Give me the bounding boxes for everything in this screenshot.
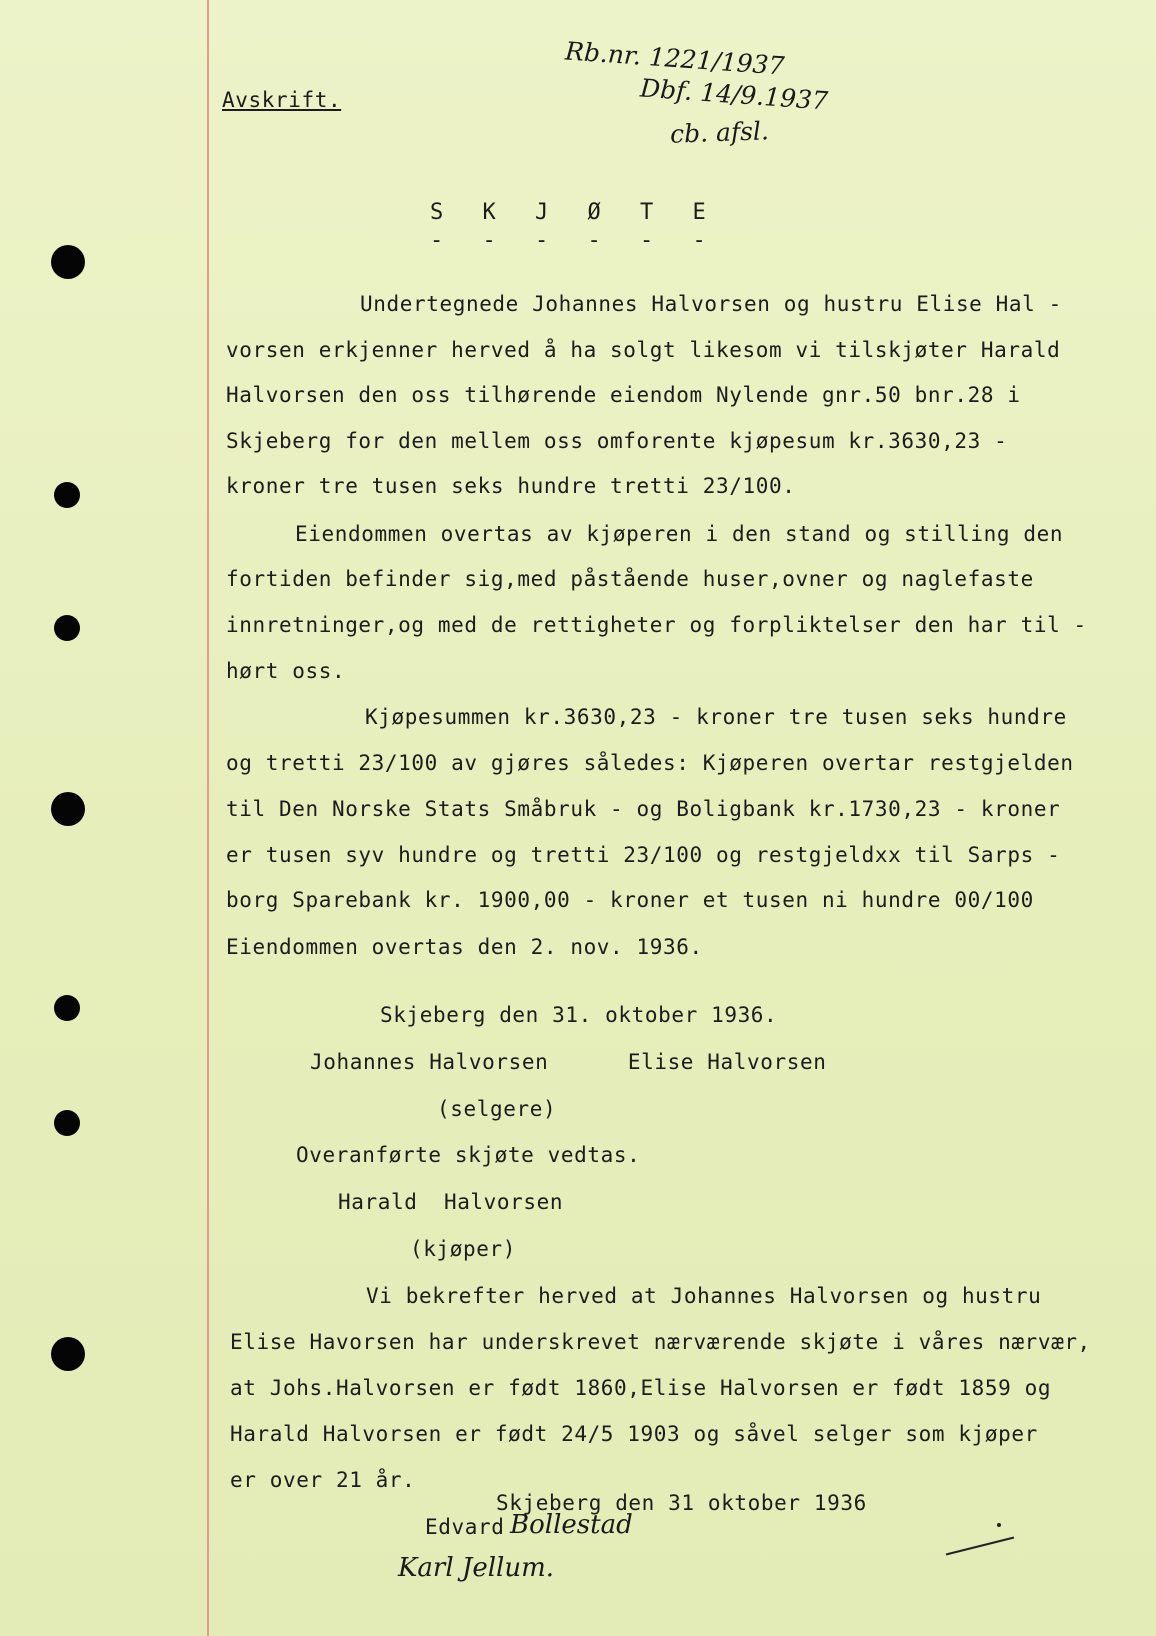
text-line-8: innretninger,og med de rettigheter og forpliktelser den har til - <box>226 613 1087 637</box>
buyer-name: Harald Halvorsen <box>338 1190 564 1214</box>
text-line-11: og tretti 23/100 av gjøres således: Kjøperen overtar restgjelden <box>226 751 1074 775</box>
confirmation-line-2: Elise Havorsen har underskrevet nærværende skjøte i våres nærvær, <box>230 1330 1091 1354</box>
text-line-6: Eiendommen overtas av kjøperen i den stand og stilling den <box>295 522 1064 546</box>
text-line-9: hørt oss. <box>226 659 346 683</box>
confirmation-line-3: at Johs.Halvorsen er født 1860,Elise Halvorsen er født 1859 og <box>230 1376 1052 1400</box>
acceptance-line: Overanførte skjøte vedtas. <box>296 1143 641 1167</box>
document-title-underline: - - - - - - <box>430 228 719 253</box>
registration-annotation-3: cb. afsl. <box>669 116 770 149</box>
registration-annotation-2: Dbf. 14/9.1937 <box>639 73 829 116</box>
text-line-15: Eiendommen overtas den 2. nov. 1936. <box>226 935 703 959</box>
avskrift-label: Avskrift. <box>222 88 342 112</box>
punch-hole-3 <box>54 615 80 641</box>
text-line-13: er tusen syv hundre og tretti 23/100 og restgjeldxx til Sarps - <box>226 843 1061 867</box>
pen-stroke-mark <box>946 1537 1014 1556</box>
margin-line <box>207 0 209 1636</box>
text-line-7: fortiden befinder sig,med påstående huser,ovner og naglefaste <box>226 567 1034 591</box>
text-line-2: vorsen erkjenner herved å ha solgt likesom vi tilskjøter Harald <box>226 338 1061 362</box>
text-line-12: til Den Norske Stats Småbruk - og Boligbank kr.1730,23 - kroner <box>226 797 1061 821</box>
pen-dot-mark <box>997 1523 1001 1527</box>
punch-hole-2 <box>54 482 80 508</box>
seller-names: Johannes Halvorsen Elise Halvorsen <box>310 1050 827 1074</box>
punch-hole-6 <box>54 1110 80 1136</box>
witness-signature-1: Bollestad <box>510 1510 633 1540</box>
confirmation-line-5: er over 21 år. <box>230 1468 416 1492</box>
confirmation-line-4: Harald Halvorsen er født 24/5 1903 og såvel selger som kjøper <box>230 1422 1038 1446</box>
text-line-10: Kjøpesummen kr.3630,23 - kroner tre tusen seks hundre <box>365 705 1067 729</box>
witness-first-name: Edvard <box>425 1515 505 1539</box>
text-line-1: Undertegnede Johannes Halvorsen og hustru Elise Hal - <box>360 292 1062 316</box>
registration-annotation-1: Rb.nr. 1221/1937 <box>564 36 786 81</box>
document-title: S K J Ø T E <box>430 200 719 225</box>
witness-place-date: Skjeberg den 31 oktober 1936 <box>496 1491 867 1515</box>
confirmation-line-1: Vi bekrefter herved at Johannes Halvorsen og hustru <box>366 1284 1042 1308</box>
seller-role: (selgere) <box>437 1097 557 1121</box>
text-line-3: Halvorsen den oss tilhørende eiendom Nylende gnr.50 bnr.28 i <box>226 383 1021 407</box>
buyer-role: (kjøper) <box>410 1237 516 1261</box>
punch-hole-5 <box>54 995 80 1021</box>
punch-hole-1 <box>51 245 85 279</box>
text-line-5: kroner tre tusen seks hundre tretti 23/100. <box>226 474 796 498</box>
punch-hole-7 <box>51 1337 85 1371</box>
witness-signature-2: Karl Jellum. <box>398 1553 555 1583</box>
place-date-line: Skjeberg den 31. oktober 1936. <box>380 1003 778 1027</box>
text-line-14: borg Sparebank kr. 1900,00 - kroner et tusen ni hundre 00/100 <box>226 888 1034 912</box>
punch-hole-4 <box>51 792 85 826</box>
text-line-4: Skjeberg for den mellem oss omforente kjøpesum kr.3630,23 - <box>226 429 1008 453</box>
